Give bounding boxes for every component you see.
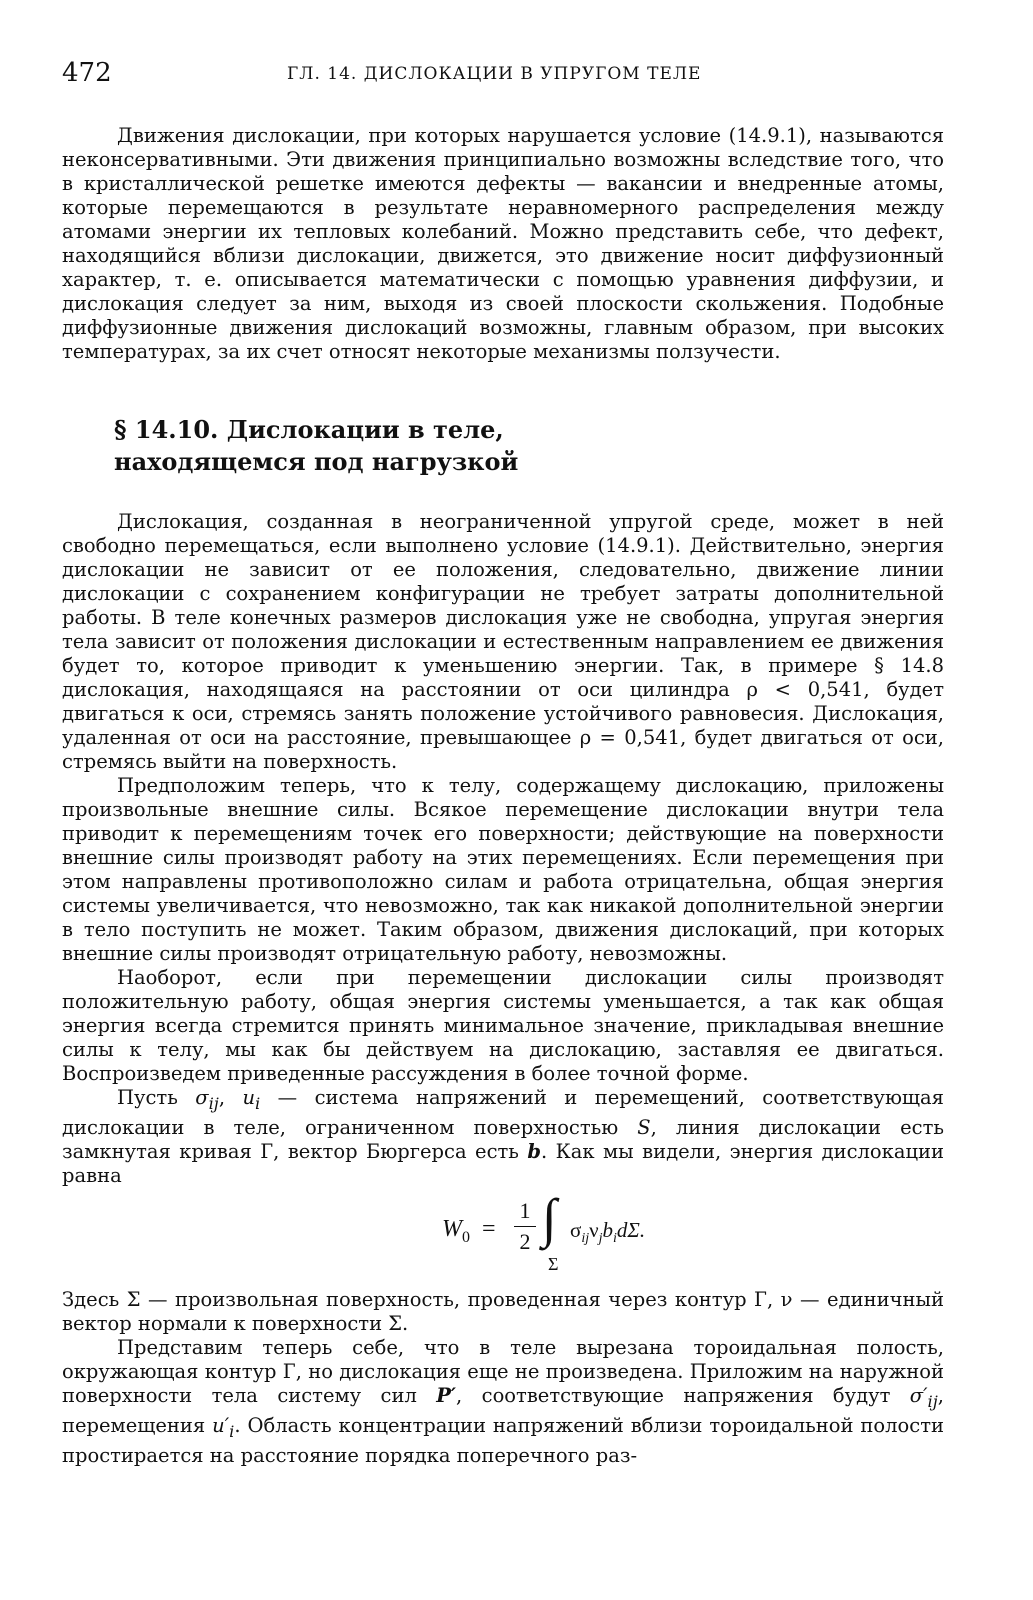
page-number: 472 <box>62 58 112 88</box>
formula-lhs: $W_0$ <box>442 1215 470 1246</box>
section-title-line-2: находящемся под нагрузкой <box>114 447 519 476</box>
paragraph-sigma-definition: Здесь Σ — произвольная поверхность, проведенная через контур Г, ν — единичный вектор нормали к поверхности Σ. <box>62 1287 944 1335</box>
paragraph-stress-system: Пусть $\sigma_{ij}$, $u_i$ — система напряжений и перемещений, соответствующая дислокации в теле, ограниченном поверхностью S, линия дислокации есть замкнутая кривая Г, вектор Бюргерса есть b. Как мы видели, энергия дислокации равна <box>62 1086 944 1187</box>
paragraph-positive-work: Наоборот, если при перемещении дислокации силы производят положительную работу, общая энергия системы уменьшается, а так как общая энергия всегда стремится принять минимальное значение, прикладывая внешние силы к телу, мы как бы действуем на дислокацию, заставляя ее двигаться. Воспроизведем приведенные рассуждения в более точной форме. <box>62 966 944 1085</box>
formula-integrand: $\sigma_{ij}\nu_jb_id\Sigma$. <box>570 1217 646 1247</box>
paragraph-toroidal-cavity: Представим теперь себе, что в теле вырезана тороидальная полость, окружающая контур Г, но дислокация еще не произведена. Приложим на наружной поверхности тела систему сил P′, соответствующие напряжения будут $\sigma'_{ij}$, перемещения $u'_i$. Область концентрации напряжений вблизи тороидальной полости простирается на расстояние порядка поперечного раз- <box>62 1335 944 1467</box>
paragraph-external-forces: Предположим теперь, что к телу, содержащему дислокацию, приложены произвольные внешние силы. Всякое перемещение дислокации внутри тела приводит к перемещениям точек его поверхности; действующие на поверхности внешние силы производят работу на этих перемещениях. Если перемещения при этом направлены противоположно силам и работа отрицательна, общая энергия системы увеличивается, что невозможно, так как никакой дополнительной энергии в тело поступить не может. Таким образом, движения дислокаций, при которых внешние силы производят отрицательную работу, невозможны. <box>62 774 944 965</box>
section-title <box>114 414 944 478</box>
energy-formula <box>62 1188 944 1288</box>
section-title-line-1: § 14.10. Дислокации в теле, <box>114 415 504 444</box>
formula-equals: = <box>482 1215 496 1242</box>
paragraph-nonconservative: Движения дислокации, при которых нарушается условие (14.9.1), называются неконсервативными. Эти движения принципиально возможны вследствие того, что в кристаллической решетке имеются дефекты — вакансии и внедренные атомы, которые перемещаются в результате неравномерного распределения между атомами энергии их тепловых колебаний. Можно представить себе, что дефект, находящийся вблизи дислокации, движется, это движение носит диффузионный характер, т. е. описывается математически с помощью уравнения диффузии, и дислокация следует за ним, выходя из своей плоскости скольжения. Подобные диффузионные движения дислокаций возможны, главным образом, при высоких температурах, за их счет относят некоторые механизмы ползучести. <box>62 124 944 363</box>
running-head: ГЛ. 14. ДИСЛОКАЦИИ В УПРУГОМ ТЕЛЕ <box>287 64 702 84</box>
formula-fraction: $\frac{1}{2}$ <box>514 1198 536 1255</box>
page-body <box>62 124 944 1468</box>
integral-lower-limit: Σ <box>548 1253 559 1274</box>
paragraph-dislocation-free: Дислокация, созданная в неограниченной упругой среде, может в ней свободно перемещаться, если выполнено условие (14.9.1). Действительно, энергия дислокации не зависит от ее положения, следовательно, движение линии дислокации с сохранением конфигурации не требует затраты дополнительной работы. В теле конечных размеров дислокация уже не свободна, упругая энергия тела зависит от положения дислокации и естественным направлением ее движения будет то, которое приводит к уменьшению энергии. Так, в примере § 14.8 дислокация, находящаяся на расстоянии от оси цилиндра ρ < 0,541, будет двигаться к оси, стремясь занять положение устойчивого равновесия. Дислокация, удаленная от оси на расстояние, превышающее ρ = 0,541, будет двигаться от оси, стремясь выйти на поверхность. <box>62 510 944 773</box>
page-header <box>62 58 942 98</box>
integral-sign: ∫ <box>542 1187 557 1248</box>
